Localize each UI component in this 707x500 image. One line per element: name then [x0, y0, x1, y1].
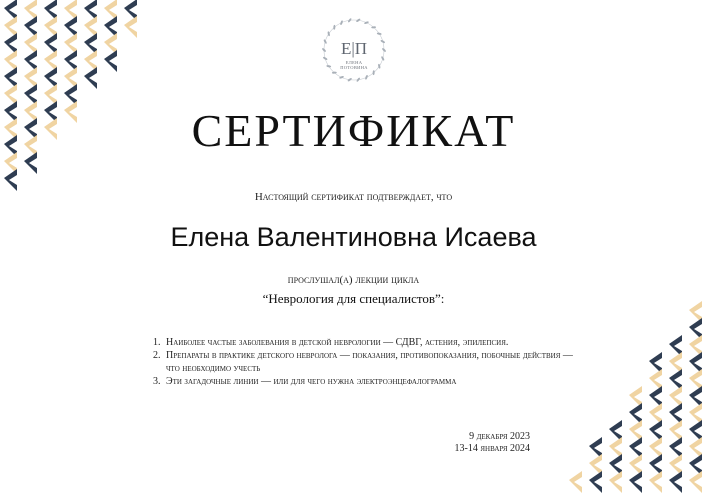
date-line: 13-14 января 2024	[454, 443, 530, 454]
chevron-shape	[124, 16, 137, 38]
chevron-shape	[84, 67, 97, 89]
topic-text: Препараты в практике детского невролога — показания, противопоказания, побочные действия — что необходимо учесть	[166, 350, 573, 374]
wreath-leaf	[333, 25, 335, 30]
course-title: “Неврология для специалистов”:	[262, 291, 445, 306]
topic-number: 2.	[153, 350, 161, 361]
logo-name: ЕЛЕНА ПОТОВИНА	[340, 60, 368, 70]
topic-item	[153, 375, 573, 388]
topic-item	[153, 336, 573, 349]
topic-number: 3.	[153, 376, 161, 387]
topic-list	[153, 336, 573, 388]
chevron-shape	[569, 471, 582, 493]
topic-number: 1.	[153, 337, 161, 348]
chevron-shape	[589, 471, 602, 493]
chevron-shape	[689, 471, 702, 493]
date-line: 9 декабря 2023	[469, 431, 530, 442]
topic-text: Наиболее частые заболевания в детской неврологии — СДВГ, астения, эпилепсия.	[166, 337, 509, 348]
logo	[318, 14, 390, 86]
chevron-shape	[4, 169, 17, 191]
chevron-shape	[609, 471, 622, 493]
wreath-leaf	[340, 20, 344, 25]
wreath-leaf	[365, 75, 369, 80]
lecture-dates	[410, 431, 530, 455]
wreath-leaf	[332, 72, 337, 74]
certificate-subtitle: Настоящий сертификат подтверждает, что	[254, 191, 453, 203]
topic-item	[153, 349, 573, 375]
chevron-shape	[649, 471, 662, 493]
decorative-chevron-pattern-top-left	[0, 0, 160, 200]
wreath-leaf	[377, 32, 382, 35]
chevron-shape	[629, 471, 642, 493]
listened-text: прослушал(а) лекции цикла	[287, 274, 420, 286]
topic-text: Эти загадочные линии — или для чего нужна электроэнцефалограмма	[166, 376, 457, 387]
wreath-leaf	[372, 70, 374, 75]
chevron-shape	[669, 471, 682, 493]
recipient-name: Елена Валентиновна Исаева	[170, 222, 537, 252]
certificate-title: СЕРТИФИКАТ	[191, 105, 516, 156]
decorative-chevron-pattern-bottom-right	[567, 300, 707, 500]
chevron-shape	[104, 50, 117, 72]
wreath-leaf	[371, 26, 376, 28]
logo-initials: Е|П	[340, 39, 368, 58]
